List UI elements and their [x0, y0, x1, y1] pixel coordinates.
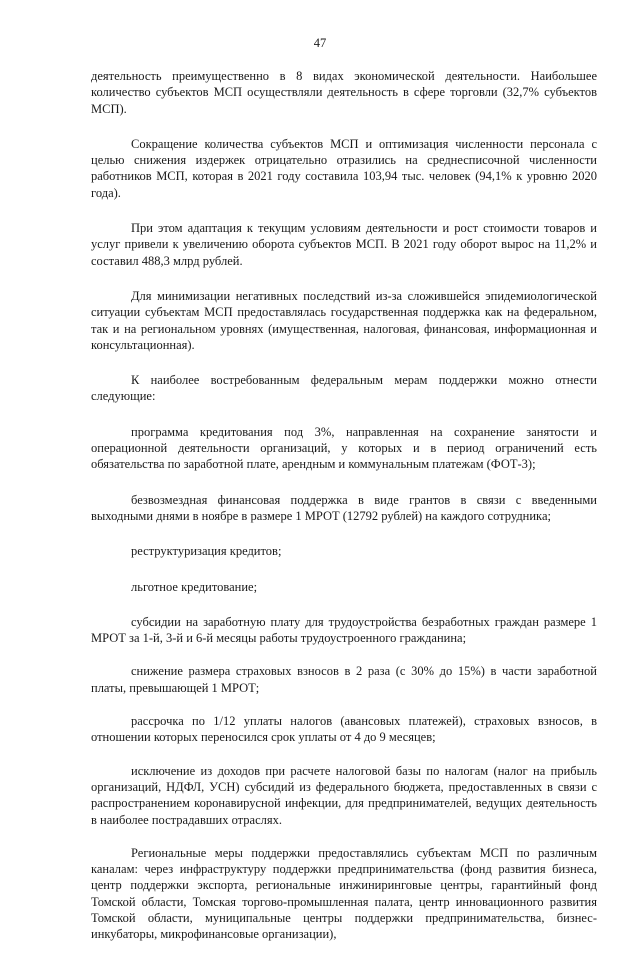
- list-item: безвозмездная финансовая поддержка в виде грантов в связи с введенными выходными днями в ноябре в размере 1 МРОТ (12792 рублей) на каждого сотрудника;: [91, 492, 597, 523]
- list-item: рассрочка по 1/12 уплаты налогов (авансовых платежей), страховых взносов, в отношении которых переносился срок уплаты от 4 до 9 месяцев;: [91, 714, 597, 745]
- paragraph: Для минимизации негативных последствий из-за сложившейся эпидемиологической ситуации субъектам МСП предоставлялась государственная поддержка как на федеральном, так и на региональном уровнях (имущественная, налоговая, финансовая, информационная и консультационная).: [91, 288, 597, 352]
- list-item: субсидии на заработную плату для трудоустройства безработных граждан размере 1 МРОТ за 1-й, 3-й и 6-й месяцы работы трудоустроенного гражданина;: [91, 614, 597, 646]
- list-item: реструктуризация кредитов;: [131, 544, 282, 559]
- list-item: снижение размера страховых взносов в 2 раза (с 30% до 15%) в части заработной платы, превышающей 1 МРОТ;: [91, 664, 597, 695]
- paragraph: деятельность преимущественно в 8 видах экономической деятельности. Наибольшее количество субъектов МСП осуществляли деятельность в сфере торговли (32,7% субъектов МСП).: [91, 69, 597, 116]
- paragraph: Региональные меры поддержки предоставлялись субъектам МСП по различным каналам: через инфраструктуру поддержки предпринимательства (фонд развития бизнеса, центр поддержки экспорта, региональные инжиниринговые центры, гарантийный фонд Томской области, Томская торгово-промышленная палата, центр инновационного развития Томской области, муниципальные центры поддержки предпринимательства, бизнес-инкубаторы, микрофинансовые организации),: [91, 845, 597, 942]
- paragraph: Сокращение количества субъектов МСП и оптимизация численности персонала с целью снижения издержек отрицательно отразились на среднесписочной численности работников МСП, которая в 2021 году составила 103,94 тыс. человек (94,1% к уровню 2020 года).: [91, 136, 597, 200]
- list-item: исключение из доходов при расчете налоговой базы по налогам (налог на прибыль организаций, НДФЛ, УСН) субсидий из федерального бюджета, предоставленных в связи с распространением коронавирусной инфекции, для предпринимателей, ведущих деятельность в наиболее пострадавших отраслях.: [91, 763, 597, 827]
- list-item: программа кредитования под 3%, направленная на сохранение занятости и операционной деятельности организаций, у которых и в период ограничений есть обязательства по заработной плате, арендным и коммунальным платежам (ФОТ-3);: [91, 424, 597, 472]
- page-number: 47: [313, 36, 327, 50]
- paragraph: При этом адаптация к текущим условиям деятельности и рост стоимости товаров и услуг привели к увеличению оборота субъектов МСП. В 2021 году оборот вырос на 11,2% и составил 488,3 млрд рублей.: [91, 221, 597, 268]
- paragraph: К наиболее востребованным федеральным мерам поддержки можно отнести следующие:: [91, 373, 597, 404]
- body-text: [91, 68, 597, 962]
- list-item: льготное кредитование;: [131, 579, 258, 594]
